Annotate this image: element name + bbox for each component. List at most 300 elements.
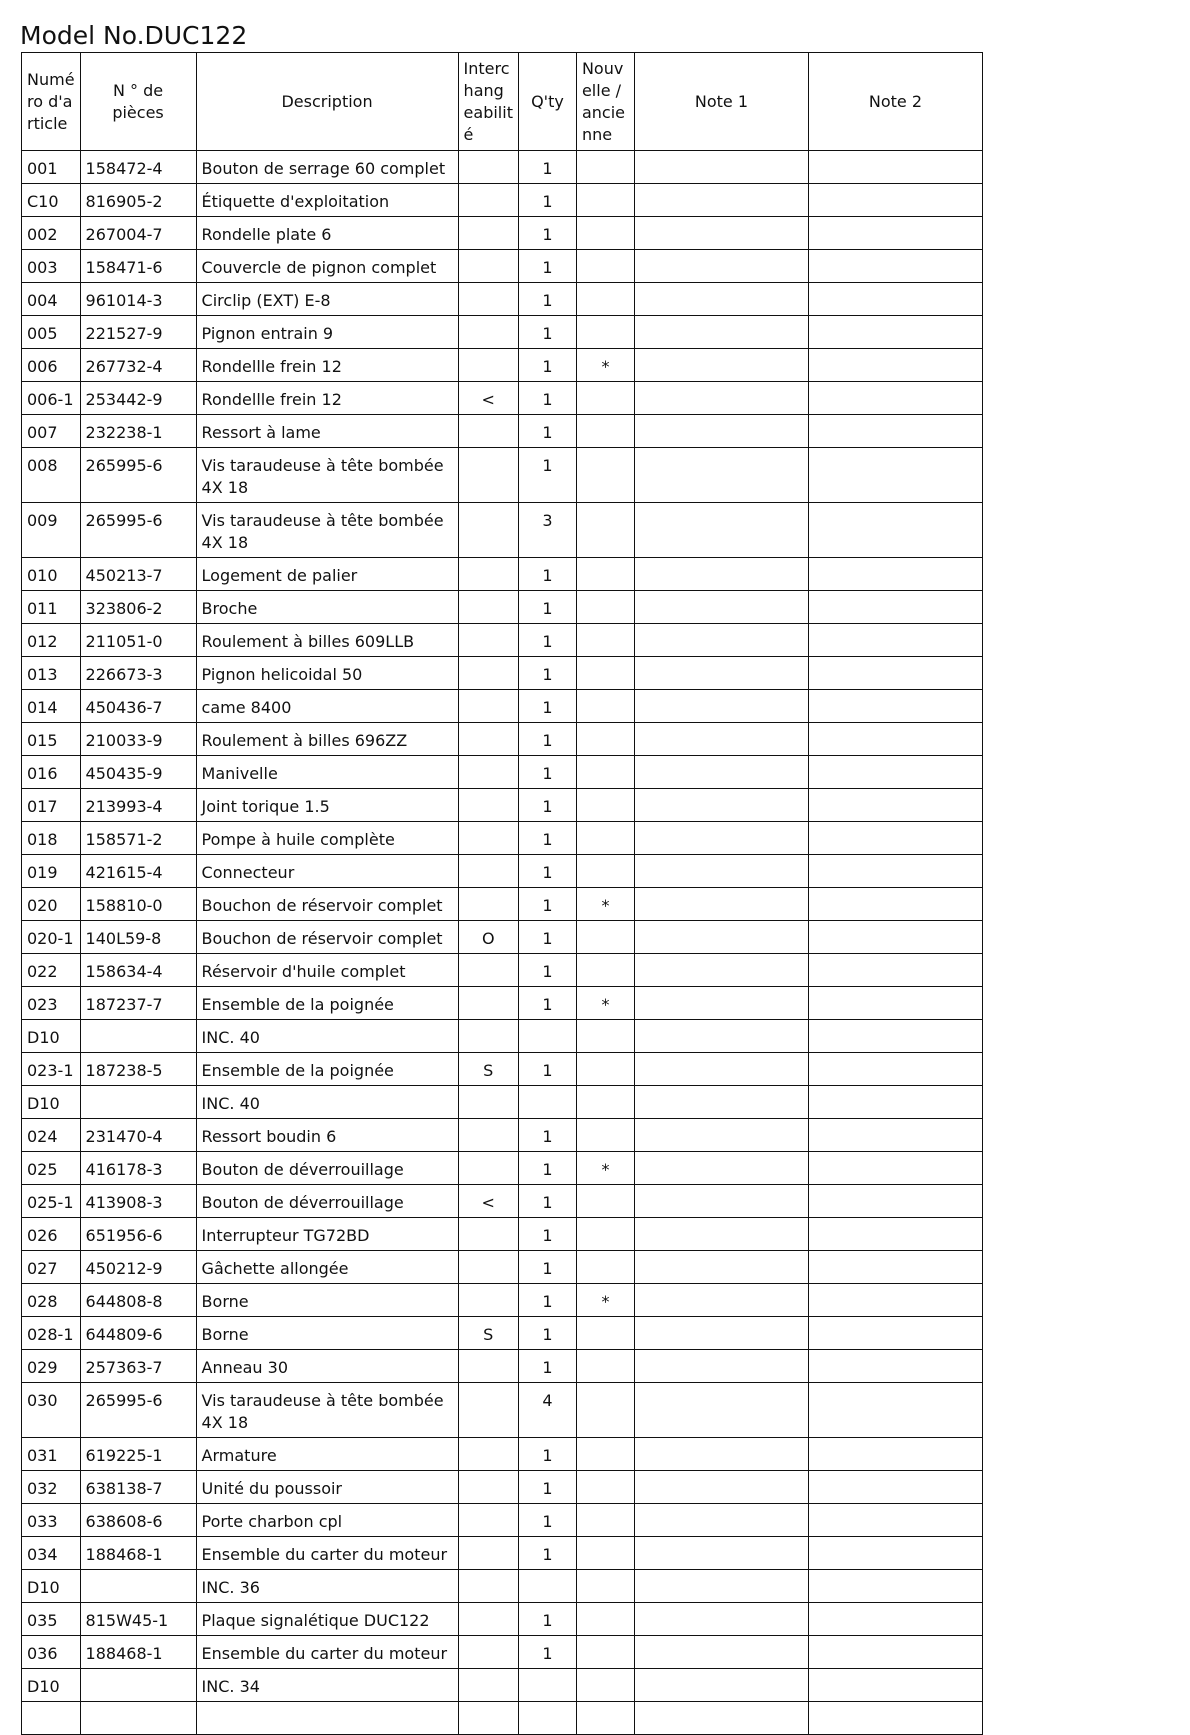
table-row xyxy=(22,921,983,954)
cell-quantity xyxy=(518,1669,576,1702)
cell-new-old xyxy=(576,1504,634,1537)
cell-description: Bouchon de réservoir complet xyxy=(196,888,458,921)
cell-description: Étiquette d'exploitation xyxy=(196,184,458,217)
cell-quantity: 1 xyxy=(518,624,576,657)
col-header-note-2: Note 2 xyxy=(808,53,982,151)
cell-item-number: 003 xyxy=(22,250,81,283)
cell-interchangeability: S xyxy=(458,1053,518,1086)
cell-part-number xyxy=(80,1570,196,1603)
cell-interchangeability xyxy=(458,151,518,184)
table-row xyxy=(22,657,983,690)
col-header-description: Description xyxy=(196,53,458,151)
cell-note-1 xyxy=(634,1603,808,1636)
cell-part-number: 644808-8 xyxy=(80,1284,196,1317)
cell-note-1 xyxy=(634,624,808,657)
cell-part-number: 416178-3 xyxy=(80,1152,196,1185)
cell-item-number: 034 xyxy=(22,1537,81,1570)
cell-new-old xyxy=(576,855,634,888)
cell-description: Borne xyxy=(196,1284,458,1317)
cell-part-number xyxy=(80,1702,196,1735)
cell-note-2 xyxy=(808,558,982,591)
cell-quantity: 1 xyxy=(518,789,576,822)
cell-quantity: 1 xyxy=(518,382,576,415)
cell-interchangeability xyxy=(458,657,518,690)
cell-quantity: 1 xyxy=(518,184,576,217)
cell-quantity: 1 xyxy=(518,1438,576,1471)
cell-note-2 xyxy=(808,690,982,723)
cell-interchangeability xyxy=(458,1383,518,1438)
cell-interchangeability xyxy=(458,855,518,888)
cell-note-2 xyxy=(808,723,982,756)
cell-note-1 xyxy=(634,1471,808,1504)
cell-interchangeability xyxy=(458,1438,518,1471)
cell-item-number: 036 xyxy=(22,1636,81,1669)
cell-note-1 xyxy=(634,1053,808,1086)
table-row xyxy=(22,1438,983,1471)
cell-quantity: 1 xyxy=(518,1251,576,1284)
cell-description: Logement de palier xyxy=(196,558,458,591)
cell-description: Ressort à lame xyxy=(196,415,458,448)
cell-quantity: 1 xyxy=(518,1317,576,1350)
cell-part-number: 413908-3 xyxy=(80,1185,196,1218)
cell-item-number: 010 xyxy=(22,558,81,591)
cell-new-old xyxy=(576,921,634,954)
cell-quantity: 1 xyxy=(518,283,576,316)
cell-note-2 xyxy=(808,1350,982,1383)
cell-new-old xyxy=(576,591,634,624)
cell-item-number: 001 xyxy=(22,151,81,184)
cell-interchangeability xyxy=(458,1636,518,1669)
cell-interchangeability xyxy=(458,1020,518,1053)
table-row xyxy=(22,624,983,657)
cell-new-old xyxy=(576,954,634,987)
cell-note-2 xyxy=(808,1570,982,1603)
cell-new-old: * xyxy=(576,1152,634,1185)
cell-interchangeability xyxy=(458,591,518,624)
cell-note-1 xyxy=(634,1636,808,1669)
table-row xyxy=(22,1603,983,1636)
cell-part-number xyxy=(80,1020,196,1053)
cell-part-number: 450213-7 xyxy=(80,558,196,591)
cell-item-number: 035 xyxy=(22,1603,81,1636)
cell-note-2 xyxy=(808,1020,982,1053)
cell-description: Gâchette allongée xyxy=(196,1251,458,1284)
cell-note-2 xyxy=(808,448,982,503)
cell-quantity: 1 xyxy=(518,1350,576,1383)
cell-description: Manivelle xyxy=(196,756,458,789)
cell-note-1 xyxy=(634,1504,808,1537)
cell-quantity: 1 xyxy=(518,1119,576,1152)
cell-quantity: 1 xyxy=(518,756,576,789)
table-row xyxy=(22,1218,983,1251)
cell-part-number: 158471-6 xyxy=(80,250,196,283)
cell-description: Pompe à huile complète xyxy=(196,822,458,855)
cell-note-2 xyxy=(808,184,982,217)
cell-quantity: 1 xyxy=(518,1218,576,1251)
table-row xyxy=(22,283,983,316)
cell-note-1 xyxy=(634,1185,808,1218)
cell-quantity: 1 xyxy=(518,1284,576,1317)
cell-part-number: 265995-6 xyxy=(80,448,196,503)
cell-part-number: 815W45-1 xyxy=(80,1603,196,1636)
cell-note-2 xyxy=(808,1053,982,1086)
cell-quantity: 1 xyxy=(518,591,576,624)
cell-part-number: 158810-0 xyxy=(80,888,196,921)
cell-new-old xyxy=(576,1053,634,1086)
cell-description: Rondellle frein 12 xyxy=(196,382,458,415)
cell-note-1 xyxy=(634,723,808,756)
cell-item-number: 022 xyxy=(22,954,81,987)
table-row xyxy=(22,1284,983,1317)
table-row xyxy=(22,1537,983,1570)
cell-note-1 xyxy=(634,690,808,723)
cell-new-old xyxy=(576,1383,634,1438)
cell-note-2 xyxy=(808,1603,982,1636)
cell-quantity: 1 xyxy=(518,1152,576,1185)
cell-item-number: 033 xyxy=(22,1504,81,1537)
cell-interchangeability xyxy=(458,316,518,349)
cell-new-old: * xyxy=(576,888,634,921)
col-header-part-number: N ° de pièces xyxy=(80,53,196,151)
table-row xyxy=(22,349,983,382)
cell-description: Broche xyxy=(196,591,458,624)
table-row xyxy=(22,1119,983,1152)
cell-quantity: 1 xyxy=(518,349,576,382)
cell-quantity: 1 xyxy=(518,1053,576,1086)
cell-note-2 xyxy=(808,987,982,1020)
table-row xyxy=(22,1702,983,1735)
cell-part-number: 450435-9 xyxy=(80,756,196,789)
cell-quantity: 1 xyxy=(518,415,576,448)
cell-note-2 xyxy=(808,888,982,921)
cell-item-number: 027 xyxy=(22,1251,81,1284)
cell-interchangeability xyxy=(458,1702,518,1735)
cell-new-old xyxy=(576,1570,634,1603)
col-header-interchangeability: Interc hang eabilit é xyxy=(458,53,518,151)
cell-description: Ensemble de la poignée xyxy=(196,987,458,1020)
table-row xyxy=(22,1317,983,1350)
cell-item-number: 023-1 xyxy=(22,1053,81,1086)
table-row xyxy=(22,1350,983,1383)
table-row xyxy=(22,789,983,822)
cell-note-2 xyxy=(808,415,982,448)
table-row xyxy=(22,558,983,591)
cell-interchangeability xyxy=(458,217,518,250)
cell-item-number: 002 xyxy=(22,217,81,250)
cell-item-number: 031 xyxy=(22,1438,81,1471)
cell-note-2 xyxy=(808,1119,982,1152)
table-row xyxy=(22,1251,983,1284)
cell-part-number: 187238-5 xyxy=(80,1053,196,1086)
cell-new-old xyxy=(576,657,634,690)
cell-quantity: 1 xyxy=(518,1636,576,1669)
cell-quantity: 1 xyxy=(518,822,576,855)
cell-item-number: 004 xyxy=(22,283,81,316)
cell-interchangeability xyxy=(458,1119,518,1152)
col-header-new-old: Nouv elle / ancie nne xyxy=(576,53,634,151)
cell-interchangeability xyxy=(458,283,518,316)
cell-part-number: 257363-7 xyxy=(80,1350,196,1383)
cell-interchangeability xyxy=(458,184,518,217)
cell-description: INC. 40 xyxy=(196,1086,458,1119)
cell-quantity: 1 xyxy=(518,888,576,921)
cell-new-old xyxy=(576,789,634,822)
table-row xyxy=(22,250,983,283)
cell-item-number: 025-1 xyxy=(22,1185,81,1218)
cell-description: Vis taraudeuse à tête bombée 4X 18 xyxy=(196,503,458,558)
cell-note-2 xyxy=(808,283,982,316)
cell-description: INC. 34 xyxy=(196,1669,458,1702)
table-row xyxy=(22,954,983,987)
cell-quantity: 1 xyxy=(518,657,576,690)
cell-quantity: 1 xyxy=(518,1537,576,1570)
cell-note-1 xyxy=(634,250,808,283)
cell-interchangeability xyxy=(458,789,518,822)
cell-item-number: D10 xyxy=(22,1669,81,1702)
cell-note-1 xyxy=(634,1438,808,1471)
cell-part-number: 323806-2 xyxy=(80,591,196,624)
cell-note-1 xyxy=(634,415,808,448)
parts-table xyxy=(21,52,983,1735)
table-row xyxy=(22,1152,983,1185)
cell-interchangeability xyxy=(458,1251,518,1284)
cell-interchangeability xyxy=(458,888,518,921)
cell-quantity: 1 xyxy=(518,954,576,987)
cell-quantity xyxy=(518,1086,576,1119)
cell-new-old xyxy=(576,415,634,448)
cell-item-number: 006 xyxy=(22,349,81,382)
cell-note-1 xyxy=(634,1702,808,1735)
cell-new-old xyxy=(576,1669,634,1702)
table-row xyxy=(22,723,983,756)
cell-new-old: * xyxy=(576,349,634,382)
cell-interchangeability: < xyxy=(458,1185,518,1218)
cell-interchangeability xyxy=(458,558,518,591)
cell-note-1 xyxy=(634,954,808,987)
cell-part-number: 619225-1 xyxy=(80,1438,196,1471)
cell-quantity: 1 xyxy=(518,1603,576,1636)
cell-note-2 xyxy=(808,1438,982,1471)
cell-note-2 xyxy=(808,151,982,184)
cell-new-old xyxy=(576,723,634,756)
cell-note-2 xyxy=(808,1669,982,1702)
cell-note-1 xyxy=(634,1119,808,1152)
cell-note-2 xyxy=(808,1284,982,1317)
cell-part-number: 188468-1 xyxy=(80,1537,196,1570)
cell-new-old xyxy=(576,283,634,316)
table-row xyxy=(22,888,983,921)
page-title: Model No.DUC122 xyxy=(20,21,248,50)
cell-quantity: 1 xyxy=(518,316,576,349)
cell-item-number: 012 xyxy=(22,624,81,657)
col-header-quantity: Q'ty xyxy=(518,53,576,151)
cell-new-old xyxy=(576,1603,634,1636)
cell-interchangeability xyxy=(458,987,518,1020)
cell-part-number: 158571-2 xyxy=(80,822,196,855)
cell-note-2 xyxy=(808,1504,982,1537)
cell-new-old xyxy=(576,1438,634,1471)
table-row xyxy=(22,1383,983,1438)
cell-new-old xyxy=(576,1471,634,1504)
cell-description: Pignon helicoidal 50 xyxy=(196,657,458,690)
cell-note-1 xyxy=(634,1086,808,1119)
cell-description: Réservoir d'huile complet xyxy=(196,954,458,987)
cell-new-old xyxy=(576,690,634,723)
cell-description: Armature xyxy=(196,1438,458,1471)
cell-interchangeability xyxy=(458,1284,518,1317)
cell-part-number: 651956-6 xyxy=(80,1218,196,1251)
cell-quantity: 1 xyxy=(518,217,576,250)
cell-note-1 xyxy=(634,657,808,690)
cell-item-number: 026 xyxy=(22,1218,81,1251)
cell-new-old xyxy=(576,1185,634,1218)
cell-part-number xyxy=(80,1669,196,1702)
cell-interchangeability xyxy=(458,1218,518,1251)
cell-part-number: 450212-9 xyxy=(80,1251,196,1284)
cell-item-number: D10 xyxy=(22,1570,81,1603)
cell-item-number: 018 xyxy=(22,822,81,855)
cell-interchangeability xyxy=(458,250,518,283)
cell-item-number: 007 xyxy=(22,415,81,448)
cell-quantity: 1 xyxy=(518,921,576,954)
cell-quantity xyxy=(518,1570,576,1603)
cell-quantity: 3 xyxy=(518,503,576,558)
table-row xyxy=(22,1020,983,1053)
cell-note-1 xyxy=(634,448,808,503)
cell-note-1 xyxy=(634,217,808,250)
cell-item-number: 019 xyxy=(22,855,81,888)
cell-quantity: 1 xyxy=(518,1471,576,1504)
cell-item-number: 029 xyxy=(22,1350,81,1383)
cell-note-1 xyxy=(634,382,808,415)
cell-note-1 xyxy=(634,349,808,382)
cell-new-old xyxy=(576,1317,634,1350)
cell-part-number: 188468-1 xyxy=(80,1636,196,1669)
cell-part-number: 221527-9 xyxy=(80,316,196,349)
cell-interchangeability xyxy=(458,1504,518,1537)
cell-quantity: 1 xyxy=(518,1185,576,1218)
cell-note-1 xyxy=(634,1020,808,1053)
cell-note-2 xyxy=(808,1471,982,1504)
cell-interchangeability xyxy=(458,415,518,448)
cell-new-old: * xyxy=(576,987,634,1020)
cell-new-old xyxy=(576,1702,634,1735)
cell-interchangeability: S xyxy=(458,1317,518,1350)
cell-item-number: 011 xyxy=(22,591,81,624)
cell-interchangeability xyxy=(458,954,518,987)
cell-description: Connecteur xyxy=(196,855,458,888)
cell-description: Rondellle frein 12 xyxy=(196,349,458,382)
cell-note-1 xyxy=(634,888,808,921)
cell-description: Vis taraudeuse à tête bombée 4X 18 xyxy=(196,448,458,503)
cell-item-number: 028 xyxy=(22,1284,81,1317)
cell-description: Ensemble du carter du moteur xyxy=(196,1537,458,1570)
cell-part-number: 638138-7 xyxy=(80,1471,196,1504)
cell-note-1 xyxy=(634,1537,808,1570)
cell-new-old xyxy=(576,1537,634,1570)
cell-part-number: 450436-7 xyxy=(80,690,196,723)
cell-item-number: 025 xyxy=(22,1152,81,1185)
cell-note-1 xyxy=(634,316,808,349)
cell-description: Bouton de déverrouillage xyxy=(196,1185,458,1218)
cell-new-old: * xyxy=(576,1284,634,1317)
cell-item-number: D10 xyxy=(22,1086,81,1119)
cell-interchangeability: O xyxy=(458,921,518,954)
cell-interchangeability xyxy=(458,1537,518,1570)
cell-description: Borne xyxy=(196,1317,458,1350)
table-row xyxy=(22,1504,983,1537)
table-row xyxy=(22,1086,983,1119)
table-row xyxy=(22,503,983,558)
cell-quantity: 4 xyxy=(518,1383,576,1438)
cell-description: Bouchon de réservoir complet xyxy=(196,921,458,954)
cell-item-number: 030 xyxy=(22,1383,81,1438)
cell-part-number: 232238-1 xyxy=(80,415,196,448)
table-row xyxy=(22,217,983,250)
cell-note-2 xyxy=(808,756,982,789)
cell-new-old xyxy=(576,184,634,217)
cell-note-1 xyxy=(634,855,808,888)
cell-item-number: 008 xyxy=(22,448,81,503)
cell-description: Bouton de déverrouillage xyxy=(196,1152,458,1185)
table-row xyxy=(22,855,983,888)
cell-interchangeability xyxy=(458,624,518,657)
cell-description: INC. 40 xyxy=(196,1020,458,1053)
table-row xyxy=(22,1185,983,1218)
cell-note-2 xyxy=(808,217,982,250)
cell-new-old xyxy=(576,250,634,283)
cell-note-2 xyxy=(808,591,982,624)
cell-note-2 xyxy=(808,624,982,657)
cell-part-number: 816905-2 xyxy=(80,184,196,217)
cell-description: Porte charbon cpl xyxy=(196,1504,458,1537)
cell-new-old xyxy=(576,382,634,415)
cell-part-number: 211051-0 xyxy=(80,624,196,657)
cell-note-2 xyxy=(808,503,982,558)
cell-interchangeability xyxy=(458,756,518,789)
cell-item-number: 009 xyxy=(22,503,81,558)
cell-part-number: 213993-4 xyxy=(80,789,196,822)
cell-description: Roulement à billes 696ZZ xyxy=(196,723,458,756)
cell-quantity xyxy=(518,1020,576,1053)
cell-quantity: 1 xyxy=(518,448,576,503)
cell-description: Pignon entrain 9 xyxy=(196,316,458,349)
cell-interchangeability xyxy=(458,822,518,855)
cell-new-old xyxy=(576,151,634,184)
cell-part-number: 267732-4 xyxy=(80,349,196,382)
cell-note-1 xyxy=(634,503,808,558)
cell-note-2 xyxy=(808,954,982,987)
cell-note-1 xyxy=(634,184,808,217)
cell-description: INC. 36 xyxy=(196,1570,458,1603)
cell-note-2 xyxy=(808,822,982,855)
cell-part-number: 267004-7 xyxy=(80,217,196,250)
cell-item-number: 017 xyxy=(22,789,81,822)
cell-note-1 xyxy=(634,283,808,316)
cell-description xyxy=(196,1702,458,1735)
table-row xyxy=(22,1471,983,1504)
cell-description: Joint torique 1.5 xyxy=(196,789,458,822)
cell-note-2 xyxy=(808,382,982,415)
cell-note-1 xyxy=(634,822,808,855)
cell-item-number: 013 xyxy=(22,657,81,690)
cell-interchangeability xyxy=(458,448,518,503)
cell-note-2 xyxy=(808,1383,982,1438)
cell-interchangeability: < xyxy=(458,382,518,415)
cell-item-number: 032 xyxy=(22,1471,81,1504)
cell-item-number: 020-1 xyxy=(22,921,81,954)
cell-description: Bouton de serrage 60 complet xyxy=(196,151,458,184)
